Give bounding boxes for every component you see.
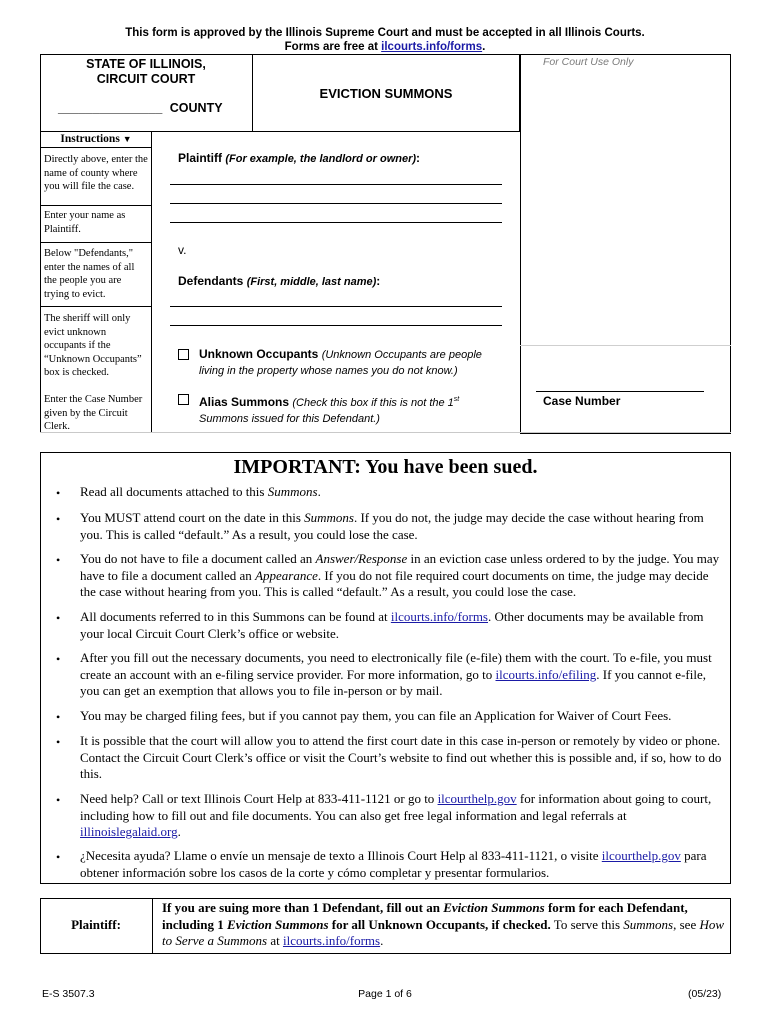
- defendant-name-field[interactable]: [170, 306, 502, 307]
- efiling-link[interactable]: ilcourts.info/efiling: [495, 666, 597, 682]
- form-approval-notice: [0, 26, 770, 54]
- instruction-case-number: Enter the Case Number given by the Circuit Clerk.: [44, 394, 143, 433]
- notice-item: Read all documents attached to this Summons.: [80, 484, 321, 499]
- instruction-divider: [40, 306, 152, 307]
- service-divider: [152, 898, 153, 954]
- notice-item-spanish: ¿Necesita ayuda? Llame o envíe un mensaje de texto a Illinois Court Help al 833-411-1121, o visite ilcourthelp.gov para obtener información sobre los casos de la corte y cómo completar y presentar formularios.: [80, 848, 707, 880]
- notice-item: You do not have to file a document called an Answer/Response in an eviction case unless ordered to by the judge. You may have to file a document called an Appearance. If you do not file required court documents on time, the judge may decide the case without hearing from you. This is called “default.” As a result, you could lose the case.: [80, 551, 720, 599]
- alias-summons-hint: (Check this box if this is not the 1: [292, 397, 454, 409]
- notice-item: Need help? Call or text Illinois Court Help at 833-411-1121 or go to ilcourthelp.gov for information about going to court, including how to fill out and file documents. You can also get free legal information and legal referrals at illinoislegalaid.org.: [80, 791, 712, 839]
- instruction-divider: [40, 242, 152, 243]
- forms-link[interactable]: ilcourts.info/forms: [282, 933, 381, 948]
- alias-summons-label: Alias Summons: [199, 395, 290, 409]
- ilcourthelp-link[interactable]: ilcourthelp.gov: [437, 791, 517, 806]
- county-input[interactable]: _______________: [58, 101, 163, 115]
- bullet-icon: •: [56, 611, 61, 625]
- caret-down-icon: ▼: [122, 134, 132, 144]
- notice-item: You MUST attend court on the date in this Summons. If you do not, the judge may decide the case without hearing from you. This is called “default.” As a result, you could lose the case.: [80, 510, 704, 542]
- important-title: IMPORTANT: You have been sued.: [233, 456, 538, 478]
- bullet-icon: •: [56, 652, 61, 666]
- court-use-box: [520, 54, 731, 434]
- county-label: COUNTY: [169, 101, 223, 115]
- case-number-field[interactable]: [536, 391, 704, 392]
- instruction-unknown-occupants: The sheriff will only evict unknown occupants if the “Unknown Occupants” box is checked.: [44, 313, 142, 379]
- instruction-defendants: Below "Defendants," enter the names of all the people you are trying to evict.: [44, 248, 135, 300]
- illinoislegalaid-link[interactable]: illinoislegalaid.org: [80, 824, 178, 839]
- forms-link[interactable]: ilcourts.info/forms: [390, 609, 488, 624]
- instruction-county: Directly above, enter the name of county where you will file the case.: [44, 154, 148, 193]
- approval-text: This form is approved by the Illinois Supreme Court and must be accepted in all Illinois Courts.: [125, 27, 645, 39]
- notice-item: It is possible that the court will allow you to attend the first court date in this case in-person or remotely by video or phone. Contact the Circuit Court Clerk’s office or visit the Court’s website to find out whether this is possible and, if so, how to do this.: [80, 733, 722, 781]
- bullet-icon: •: [56, 512, 61, 526]
- bullet-icon: •: [56, 486, 61, 500]
- caption-bottom-rule: [40, 432, 731, 433]
- defendants-hint: (First, middle, last name): [246, 276, 377, 288]
- bullet-icon: •: [56, 710, 61, 724]
- alias-summons-option: Alias Summons (Check this box if this is not the 1st Summons issued for this Defendant.): [199, 395, 460, 425]
- bullet-icon: •: [56, 793, 61, 807]
- ilcourthelp-link[interactable]: ilcourthelp.gov: [601, 848, 681, 863]
- bullet-icon: •: [56, 850, 61, 864]
- notice-item: All documents referred to in this Summons can be found at ilcourts.info/forms. Other documents may be available from your local Circuit Court Clerk’s office or website.: [80, 609, 704, 641]
- county-line: [58, 101, 223, 116]
- defendants-label: Defendants (First, middle, last name):: [178, 274, 381, 288]
- alias-summons-checkbox[interactable]: [178, 394, 189, 405]
- defendant-name-field[interactable]: [170, 325, 502, 326]
- plaintiff-name-field[interactable]: [170, 203, 502, 204]
- unknown-occupants-hint: (Unknown Occupants are people: [321, 349, 482, 361]
- form-version: (05/23): [688, 988, 722, 1000]
- page-number: Page 1 of 6: [358, 988, 412, 1000]
- state-label: STATE OF ILLINOIS,: [86, 57, 206, 71]
- court-use-divider: [520, 345, 731, 346]
- versus-label: v.: [178, 243, 187, 257]
- notice-item: You may be charged filing fees, but if you cannot pay them, you can file an Application for Waiver of Court Fees.: [80, 708, 672, 723]
- unknown-occupants-checkbox[interactable]: [178, 349, 189, 360]
- service-instructions-text: If you are suing more than 1 Defendant, fill out an Eviction Summons form for each Defendant, including 1 Eviction Summons for all Unknown Occupants, if checked. To serve this Summons, see How to Serve a Summons at ilcourts.info/forms.: [162, 900, 725, 948]
- plaintiff-name-field[interactable]: [170, 184, 502, 185]
- court-name: [40, 57, 252, 87]
- circuit-court-label: CIRCUIT COURT: [96, 72, 196, 86]
- bullet-icon: •: [56, 735, 61, 749]
- plaintiff-label: Plaintiff (For example, the landlord or owner):: [178, 151, 421, 165]
- instruction-plaintiff: Enter your name as Plaintiff.: [44, 210, 126, 235]
- forms-link[interactable]: ilcourts.info/forms: [381, 41, 483, 53]
- notice-item: After you fill out the necessary documents, you need to electronically file (e-file) them with the court. To e-file, you must create an account with an e-filing service provider. For more information, go to ilcourts.info/efiling. If you cannot e-file, you can get an exemption that allows you to file in-person or by mail.: [80, 650, 712, 698]
- service-plaintiff-label: Plaintiff:: [71, 917, 121, 932]
- free-forms-line: Forms are free at ilcourts.info/forms.: [284, 41, 486, 53]
- bullet-icon: •: [56, 553, 61, 567]
- instructions-heading[interactable]: Instructions ▼: [40, 132, 152, 148]
- plaintiff-hint: (For example, the landlord or owner): [225, 153, 417, 165]
- form-title: EVICTION SUMMONS: [319, 86, 453, 101]
- instruction-divider: [40, 205, 152, 206]
- case-number-label: Case Number: [543, 394, 621, 408]
- unknown-occupants-label: Unknown Occupants: [199, 347, 319, 361]
- plaintiff-name-field[interactable]: [170, 222, 502, 223]
- form-code: E-S 3507.3: [42, 988, 95, 1000]
- unknown-occupants-option: Unknown Occupants (Unknown Occupants are people living in the property whose names you do not know.): [199, 347, 482, 377]
- court-use-label: For Court Use Only: [543, 56, 634, 68]
